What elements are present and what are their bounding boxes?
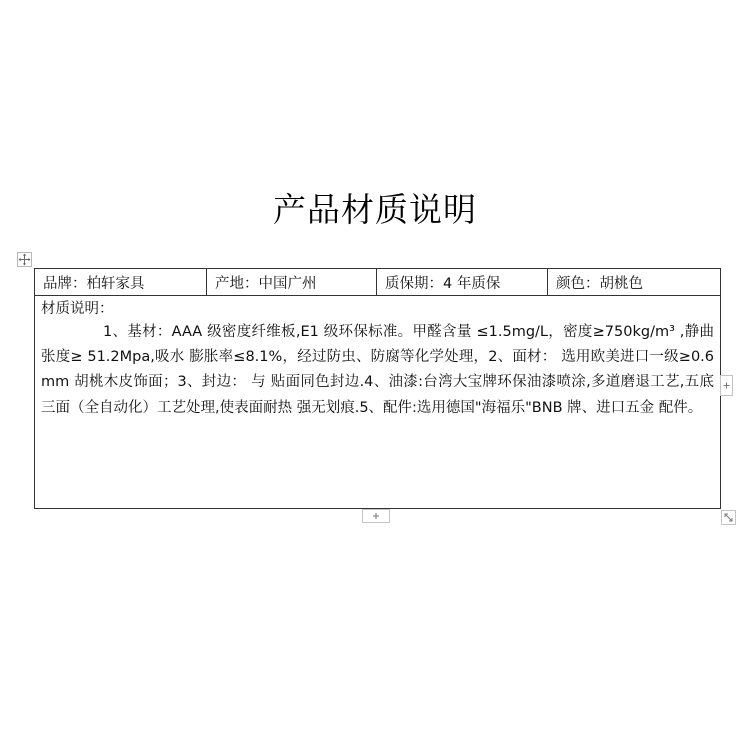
material-description-heading: 材质说明： bbox=[41, 301, 114, 317]
brand-cell[interactable]: 品牌：柏轩家具 bbox=[35, 269, 207, 296]
color-cell[interactable]: 颜色：胡桃色 bbox=[548, 269, 721, 296]
material-description-cell[interactable] bbox=[35, 296, 721, 509]
resize-icon bbox=[722, 511, 735, 524]
product-spec-table bbox=[34, 268, 721, 509]
table-header-row bbox=[35, 269, 721, 296]
plus-icon bbox=[363, 510, 389, 522]
material-description-row bbox=[35, 296, 721, 509]
table-resize-handle[interactable] bbox=[721, 510, 736, 525]
warranty-cell[interactable]: 质保期：4 年质保 bbox=[377, 269, 548, 296]
table-move-handle[interactable] bbox=[17, 252, 32, 267]
document-title: 产品材质说明 bbox=[273, 190, 477, 229]
add-row-button[interactable] bbox=[362, 509, 390, 523]
add-column-button[interactable] bbox=[720, 375, 733, 396]
move-icon bbox=[18, 253, 31, 266]
plus-icon bbox=[721, 376, 732, 395]
material-description-body: 1、基材：AAA 级密度纤维板,E1 级环保标准。甲醛含量 ≤1.5mg/L，密度≥750kg/m³ ,静曲张度≥ 51.2Mpa,吸水 膨胀率≤8.1%，经过防虫、防腐等化学处理，2、面材： 选用欧美进口一级≥0.6mm 胡桃木皮饰面；3、封边： 与 贴面同色封边.4、油漆:台湾大宝牌环保油漆喷涂,多道磨退工艺,五底三面（全自动化）工艺处理,使表面耐热 强无划痕.5、配件:选用德国"海福乐"BNB 牌、进口五金 配件。 bbox=[41, 324, 714, 416]
origin-cell[interactable]: 产地：中国广州 bbox=[207, 269, 377, 296]
